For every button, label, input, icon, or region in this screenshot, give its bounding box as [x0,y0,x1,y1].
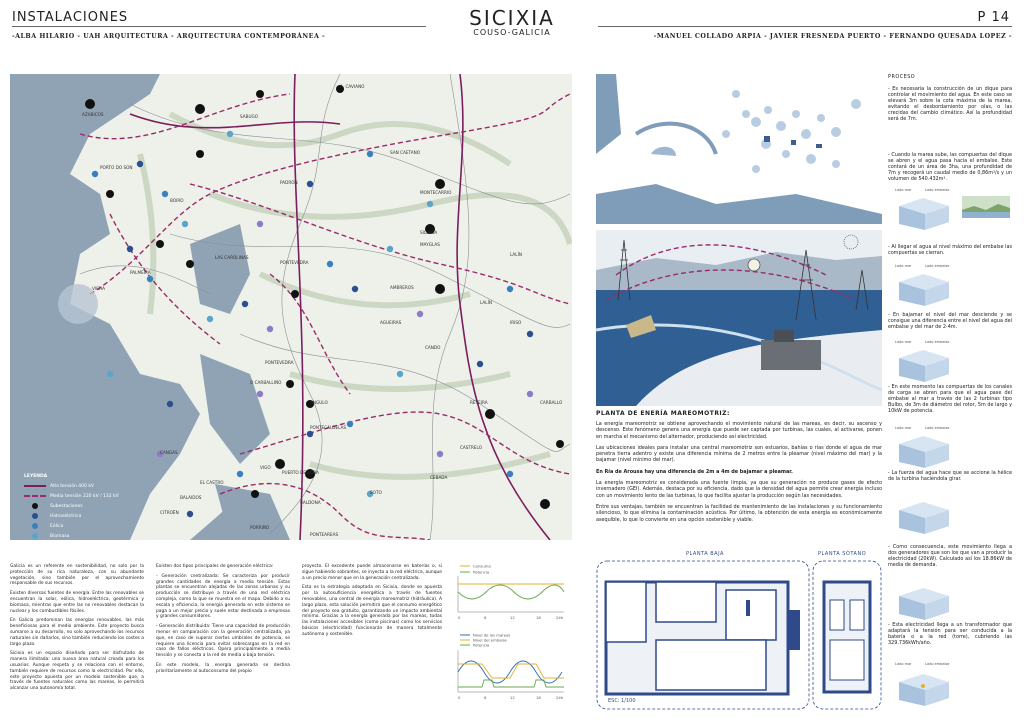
map-place-label: LAS CAROLINAS [215,255,249,260]
landscape-thumbnail [962,196,1010,218]
map-place-label: VICHA [92,286,106,291]
map-place-label: SOTO [370,490,382,495]
svg-text:Lado embalse: Lado embalse [925,264,950,268]
process-step: - Como consecuencia, este movimiento llega a dos generadores que son los que van a producir la electricidad (20kW). Calculado así los 18.86kW de media de demanda. [888,544,1012,569]
map-place-label: PADRÓN [280,180,298,185]
x-tick: 0 [458,615,461,620]
map-place-label: IRISO [510,320,522,325]
x-tick: 0 [458,695,461,700]
plant-description [596,421,882,528]
legend-label: Biomasa [50,533,70,539]
process-step: - Es necesaria la construcción de un dique para controlar el movimiento del agua. En este caso se elevará 3m sobre la cota máxima de la marea, evitando el desbordamiento por olas, o las crecidas del cambio climático. Así la profundidad será de 7m. [888,86,1012,123]
map-place-label: RETEIRA [470,400,488,405]
site-plan [596,74,882,224]
map-place-label: CANDO [425,345,441,350]
map-place-label: PALMEIRA [130,270,151,275]
process-step: - Cuando la marea sube, las compuertas del dique se abren y el agua pasa hacia el embalse. Este contará de un área de 3ha, una profundidad de 7m y recogerá un caudal medio de 0,86m³/s y un volumen de 540.432m³. [888,152,1012,183]
map-place-label: MAYGLAS [420,242,440,247]
map-place-label: LALÍN [510,252,522,257]
legend-label: Hidroeléctrica [50,513,82,519]
header-rule-right [598,26,1012,27]
map-place-label: PORTO DO SON [100,165,133,170]
paragraph: Entre sus ventajas, también se encuentran la facilidad de mantenimiento de las instalaciones y su funcionamiento silencioso, lo que elimina la contaminación acústica. Por último, la obtención de esta energía es económicamente asequible, lo que lo convierte en una opción sostenible y viable. [596,503,882,523]
x-tick: 24h [556,695,564,700]
map-place-label: PONTEAREAS [310,532,339,537]
map-place-label: PONTEVEDRA [265,360,294,365]
dot-swatch [24,523,46,529]
line-swatch [24,483,46,489]
dot-swatch [24,513,46,519]
map-place-label: PONTEVEDRA [280,260,309,265]
paragraph: - Generación distribuida: Tiene una capacidad de producción menor en comparación con la generación centralizada, ya que, en caso de superar ciertos umbrales de potencia, se requiere una licencia para evitar sobrecargas en la red en caso de fallos eléctricos. Opera principalmente a media tensión y se conecta a la red de media o baja tensión. [156,624,290,659]
ground-floor-plan [596,560,810,710]
legend-item [24,481,154,491]
svg-text:Lado mar: Lado mar [895,340,912,344]
process-diagram [893,338,955,382]
text-column-3 [302,564,442,642]
authors-right: -MANUEL COLLADO ARPIA - JAVIER FRESNEDA PUERTO - FERNANDO QUESADA LOPEZ - [653,33,1012,40]
map-place-label: AGUEIRAS [380,320,402,325]
map-place-label: BALDONA [300,500,321,505]
tide-chart [452,632,568,702]
paragraph: Esta es la estrategia adoptada en Sicixia, donde se apuesta por la autosuficiencia energética a través de fuentes renovables, una central de energía mareomotriz (hidráulica). A largo plazo, esta solución permitirá que el consumo energético del proyecto sea gratuito, garantizando un impacto ambiental mínimo. Gracias a la energía generada por las mareas, todas las instalaciones accesibles (como piscinas) como los servicios básicos (electricidad) funcionarán de manera totalmente autónoma y sostenible. [302,585,442,637]
map-place-label: CARBALLO [540,400,563,405]
svg-text:Lado mar: Lado mar [895,662,912,666]
legend-item [24,501,154,511]
map-place-label: PUERTO DE BORA [282,470,319,475]
legend-label: Potencia [473,642,490,648]
svg-text:Lado embalse: Lado embalse [925,426,950,430]
map-place-label: CASTRELO [460,445,483,450]
process-step: - En este momento las compuertas de los canales de carga se abren para que el agua pase del embalse al mar a través de las 2 turbinas tipo Bulbo, de 3m de diámetro del rotor, 5m de largo y 10kW de potencia. [888,384,1012,415]
map-place-label: PORRIÑO [250,525,270,530]
map-place-label: A. CAVIANO [340,84,365,89]
map-graphic [10,74,572,540]
process-diagram [893,660,955,710]
plant-title: PLANTA DE ENERÍA MAREOMOTRIZ: [596,410,730,417]
project-title: SICIXIA [469,6,555,30]
x-tick: 24h [556,615,564,620]
legend-label: Nivel de las mareas [473,632,511,638]
map-place-label: SILLEDA [420,230,438,235]
paragraph: Sicixia es un espacio diseñado para ser disfrutado de manera ilimitada: una nueva área natural creada para los usuarios. Aunque respeta y se relaciona con el entorno, también requiere de recursos como la electricidad. Por ello, este proyecto apuesta por un modelo sostenible que, a través de fuentes naturales como las mareas, le permitirá alcanzar una autonomía total. [10,651,144,692]
paragraph: - Generación centralizada: Se caracteriza por producir grandes cantidades de energía a media tensión. Estas plantas se encuentran alejadas de las zonas urbanas y su producción se distribuye a través de una red eléctrica compleja, como la que se muestra en el mapa. Debido a su escala y eficiencia, la energía generada en este sistema se paga a un mejor precio y suele estar destinada a empresas y grandes consumidores. [156,573,290,620]
process-diagram [893,576,955,620]
map-place-label: VIGO [260,465,271,470]
legend-label: Alta tensión 400 kV [50,483,95,489]
legend-item [24,511,154,521]
plan-label-basement: PLANTA SÓTANO [818,551,867,557]
svg-text:Lado mar: Lado mar [895,264,912,268]
legend-item [24,491,154,501]
paragraph: En Galicia predominan las energías renovables, las más beneficiosas para el medio ambiente. Este proyecto busca sumarse a su desarrollo, no solo aprovechando los recursos naturales sin dañarlos, sino también reduciendo los costes a largo plazo. [10,618,144,647]
legend-title: LEYENDA [24,474,48,479]
legend-item [24,531,154,540]
paragraph: En este modelo, la energía generada se destina prioritariamente al autoconsumo del propio [156,662,290,674]
process-title: PROCESO [888,74,916,80]
map-place-label: MONTECARRIO [420,190,452,195]
map-place-label: BOIRO [170,198,184,203]
x-tick: 6 [484,615,487,620]
tidal-plant-render [596,230,882,406]
dot-swatch [24,533,46,539]
map-place-label: O CARBALLIÑO [250,380,282,385]
svg-text:Lado embalse: Lado embalse [925,340,950,344]
svg-text:Lado embalse: Lado embalse [925,188,950,192]
paragraph: La energía mareomotriz es considerada una fuente limpia, ya que su generación no produce gases de efecto invernadero (GEI). Además, destaca por su eficiencia, dado que la densidad del agua permite crear energía incluso con un movimiento lento de las turbinas, lo que facilita ajustar la producción según las necesidades. [596,480,882,499]
legend-label: Media tensión 220 kV / 132 kV [50,493,119,499]
dashed-swatch [24,493,46,499]
svg-text:Lado embalse: Lado embalse [925,662,950,666]
paragraph: Las ubicaciones ideales para instalar una central mareomotriz son estuarios, bahías o rías donde el agua de mar penetra tierra adentro y existe una diferencia mínima de 2 metros entre la pleamar (nivel máximo del mar) y la bajamar (nivel mínimo del mar). [596,444,882,464]
process-step: - Esta electricidad llega a un transformador que adaptará la tensión para ser conducida a la batería o a la red (torre), cubriendo las 329.736kWh/año. [888,622,1012,647]
process-diagram [893,424,955,468]
map-place-label: AZABICOS [82,112,104,117]
process-diagram [893,186,955,230]
header-rule-left [12,26,426,27]
paragraph: proyecto. El excedente puede almacenarse en baterías o, si sigue habiendo sobrantes, se inyecta a la red eléctrica, aunque a un precio menor que en la generación centralizada. [302,564,442,581]
x-tick: 12 [510,615,515,620]
x-tick: 18 [536,615,541,620]
paragraph: En Ría de Arousa hay una diferencia de 2m a 4m de bajamar a pleamar. [596,468,793,475]
process-step: - La fuerza del agua hace que se accione la hélice de la turbina haciéndola girar. [888,470,1012,483]
map-place-label: BALAIDOS [180,495,202,500]
project-subtitle: COUSO-GALICIA [473,28,551,37]
section-title: INSTALACIONES [12,10,129,25]
map-place-label: PONTECALDELAS [310,425,347,430]
map-place-label: CITROËN [160,510,179,515]
legend-label: Potencia [473,569,490,575]
process-diagram [893,490,955,534]
svg-text:Lado mar: Lado mar [895,188,912,192]
project-brand [462,6,562,37]
map-place-label: SAN CAETANO [390,150,421,155]
text-column-1 [10,564,144,696]
map-place-label: EL CASTRO [200,480,224,485]
x-tick: 12 [510,695,515,700]
map-place-label: LALÍN [480,300,492,305]
consumption-chart [452,562,568,624]
legend-item [24,521,154,531]
energy-map [10,74,572,540]
paragraph: La energía mareomotriz se obtiene aprovechando el movimiento natural de las mareas, es decir, su ascenso y descenso. Este fenómeno genera una energía que puede ser captada por turbinas, las cuales, al activarse, ponen en marcha el mecanismo del alternador, produciendo así electricidad. [596,421,882,440]
legend-label: Nivel del embalse [473,637,507,643]
paragraph: Galicia es un referente en sostenibilidad, no solo por la protección de su rica naturaleza, con su abundante vegetación, sino también por el aprovechamiento responsable de sus recursos. [10,564,144,587]
process-step: - En bajamar el nivel del mar desciende y se consigue una diferencia entre el nivel del agua del embalse y del mar de 2-4m. [888,312,1012,331]
x-tick: 6 [484,695,487,700]
x-tick: 18 [536,695,541,700]
map-place-label: AMBREROS [390,285,414,290]
legend-label: Consumo [473,563,491,569]
map-legend [24,474,154,540]
basement-plan [812,560,882,710]
text-column-2 [156,564,290,679]
map-place-label: CANGAS [160,450,178,455]
legend-label: Eólica [50,523,64,529]
paragraph: Existen diversas fuentes de energía. Entre las renovables se encuentran la solar, eólica, hidroeléctrica, geotérmica y biomasa, mientras que entre las no renovables destacan la nuclear y los combustibles fósiles. [10,591,144,614]
process-diagram [893,262,955,306]
map-place-label: CEBADA [430,475,448,480]
authors-left: -ALBA HILARIO - UAH ARQUITECTURA - ARQUITECTURA CONTEMPORÁNEA - [12,33,326,40]
paragraph: Existen dos tipos principales de generación eléctrica: [156,564,274,569]
dot-swatch [24,503,46,509]
plan-label-ground: PLANTA BAJA [686,551,724,557]
svg-text:Lado mar: Lado mar [895,426,912,430]
process-step: - Al llegar el agua al nivel máximo del embalse las compuertas se cierran. [888,244,1012,257]
legend-label: Subestaciones [50,503,83,509]
page-number: P 14 [977,10,1010,25]
map-place-label: ANGULO [310,400,328,405]
map-place-label: SABUGO [240,114,259,119]
plan-scale: ESC: 1/100 [608,698,636,704]
